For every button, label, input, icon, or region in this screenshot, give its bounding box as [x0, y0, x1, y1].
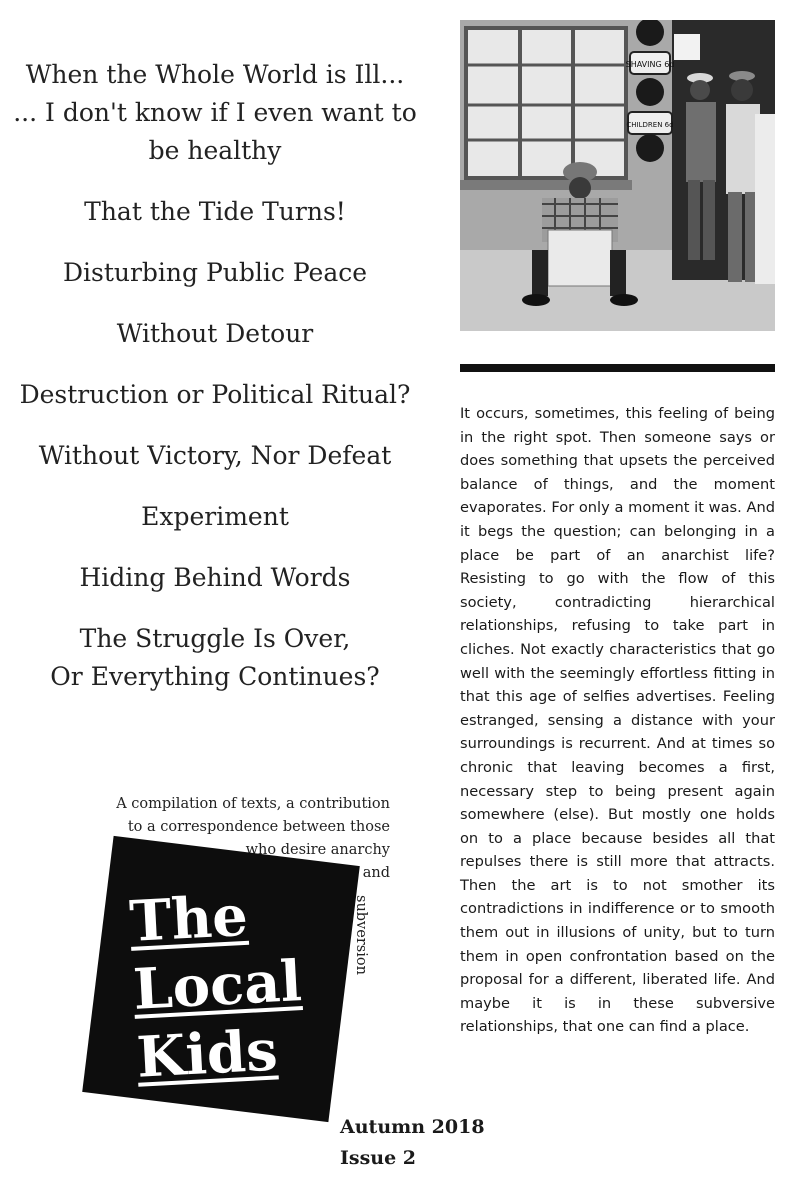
issue-info — [340, 1112, 485, 1174]
tagline-vertical: subversion — [353, 895, 369, 975]
table-of-contents — [10, 56, 420, 719]
logo-line: Kids — [135, 1017, 280, 1091]
toc-entry-line: The Struggle Is Over, — [79, 624, 351, 653]
toc-entry[interactable] — [10, 620, 420, 696]
toc-entry[interactable] — [10, 376, 420, 414]
tagline-line: and — [362, 865, 390, 881]
tagline-line: A compilation of texts, a contribution — [116, 796, 390, 812]
section-divider — [460, 364, 775, 372]
toc-entry-line: be healthy — [148, 136, 282, 165]
toc-entry-line: ... I don't know if I even want to — [13, 98, 417, 127]
toc-entry[interactable] — [10, 498, 420, 536]
toc-entry-line: That the Tide Turns! — [84, 197, 346, 226]
issue-season: Autumn 2018 — [340, 1116, 485, 1138]
logo — [128, 878, 338, 1092]
toc-entry-line: Destruction or Political Ritual? — [19, 380, 411, 409]
toc-entry-line: Experiment — [141, 502, 289, 531]
cover-photo — [460, 20, 775, 331]
toc-entry[interactable] — [10, 254, 420, 292]
photo-illustration — [460, 20, 775, 331]
toc-entry[interactable] — [10, 315, 420, 353]
issue-number: Issue 2 — [340, 1147, 417, 1169]
toc-entry-line: Without Detour — [116, 319, 314, 348]
toc-entry[interactable] — [10, 193, 420, 231]
toc-entry[interactable] — [10, 559, 420, 597]
tagline-line: to a correspondence between those — [127, 819, 390, 835]
toc-entry[interactable] — [10, 437, 420, 475]
sign-children: CHILDREN 6d — [626, 121, 674, 129]
intro-text: It occurs, sometimes, this feeling of being in the right spot. Then someone says or does something that upsets the perceived balance of things, and the moment evaporates. For only a moment it was. And it begs the question; can belonging in a place be part of an anarchist life? Resisting to go with the flow of this society, contradicting hierarchical relationships, refusing to take part in cliches. Not exactly characteristics that go well with the seemingly effortless fitting in that this age of selfies advertises. Feeling estranged, sensing a distance with your surroundings is recurrent. And at times so chronic that leaving becomes a first, necessary step to being present again somewhere (else). But mostly one holds on to a place because besides all that repulses there is still more that attracts. Then the art is to not smother its contradictions in indifference or to smooth them out in illusions of unity, but to turn them in open confrontation based on the proposal for a different, liberated life. And maybe it is in these subversive relationships, that one can find a place. — [460, 405, 775, 1036]
toc-entry[interactable] — [10, 56, 420, 170]
toc-entry-line: When the Whole World is Ill... — [25, 60, 405, 89]
tagline-line: who desire anarchy — [245, 842, 390, 858]
toc-entry-line: Without Victory, Nor Defeat — [38, 441, 392, 470]
toc-entry-line: Or Everything Continues? — [50, 662, 380, 691]
toc-entry-line: Hiding Behind Words — [79, 563, 351, 592]
toc-entry-line: Disturbing Public Peace — [62, 258, 368, 287]
sign-shaving: SHAVING 6d — [625, 60, 675, 69]
logo-line: Local — [131, 948, 304, 1023]
logo-line: The — [128, 882, 250, 955]
